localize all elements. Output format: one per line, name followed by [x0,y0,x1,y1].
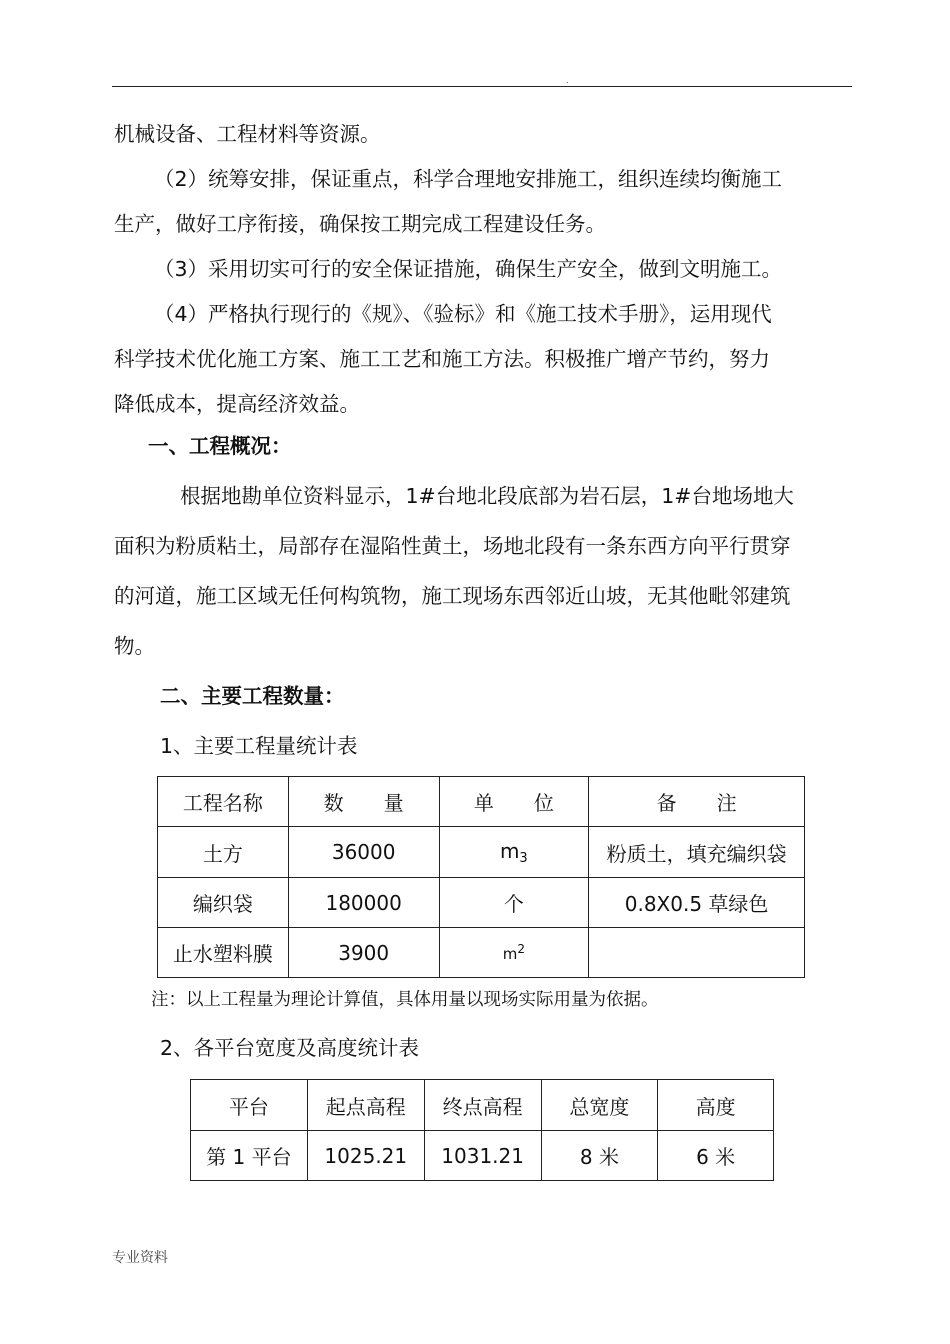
table-cell-unit: $m^2$ [439,928,589,978]
table-cell: 土方 [158,827,289,878]
table-header-cell: 总宽度 [541,1080,658,1131]
table-cell: 6 米 [658,1131,774,1181]
paragraph-line: 科学技术优化施工方案、施工工艺和施工方法。积极推广增产节约，努力 [114,347,770,371]
table-header-cell: 备 注 [589,777,805,827]
table-cell: 180000 [288,878,439,928]
table-cell: 3900 [288,928,439,978]
table-header-cell: 工程名称 [158,777,289,827]
footer-label: 专业资料 [112,1250,168,1266]
paragraph-line: 物。 [114,634,155,658]
table-row [191,1131,774,1181]
table-header-cell: 数 量 [288,777,439,827]
table-cell: 1025.21 [307,1131,424,1181]
table-cell: 0.8X0.5 草绿色 [589,878,805,928]
paragraph-line: 的河道，施工区域无任何构筑物，施工现场东西邻近山坡，无其他毗邻建筑 [114,584,791,608]
section-heading-overview: 一、工程概况： [148,434,292,458]
table-row [158,878,805,928]
table-row [158,928,805,978]
section-heading-quantities: 二、主要工程数量： [160,684,345,708]
quantity-table [157,776,805,978]
paragraph-line: 根据地勘单位资料显示，1#台地北段底部为岩石层，1#台地场地大 [180,484,794,508]
table-cell-unit: $m_3$ [439,827,589,878]
paragraph-line: （4）严格执行现行的《规》、《验标》和《施工技术手册》，运用现代 [154,302,772,326]
paragraph-line: 生产，做好工序衔接，确保按工期完成工程建设任务。 [114,212,606,236]
platform-table [190,1079,774,1181]
table-header-cell: 高度 [658,1080,774,1131]
paragraph-line: （3）采用切实可行的安全保证措施，确保生产安全，做到文明施工。 [154,257,783,281]
paragraph-line: 面积为粉质粘土，局部存在湿陷性黄土，场地北段有一条东西方向平行贯穿 [114,534,791,558]
table-header-cell: 平台 [191,1080,308,1131]
paragraph-line: （2）统筹安排，保证重点，科学合理地安排施工，组织连续均衡施工 [154,167,783,191]
table-note: 注：以上工程量为理论计算值，具体用量以现场实际用量为依据。 [151,990,659,1010]
table-header-cell: 终点高程 [424,1080,541,1131]
table-title: 2、各平台宽度及高度统计表 [160,1036,420,1060]
header-mark: . [566,76,569,85]
table-cell: 36000 [288,827,439,878]
paragraph-line: 机械设备、工程材料等资源。 [114,122,381,146]
table-header-cell: 单 位 [439,777,589,827]
table-cell-unit: 个 [439,878,589,928]
paragraph-line: 降低成本，提高经济效益。 [114,392,360,416]
table-cell: 8 米 [541,1131,658,1181]
table-cell: 编织袋 [158,878,289,928]
table-cell: 粉质土，填充编织袋 [589,827,805,878]
header-rule [112,86,852,87]
table-cell: 1031.21 [424,1131,541,1181]
table-cell [589,928,805,978]
table-cell: 止水塑料膜 [158,928,289,978]
table-row [158,827,805,878]
table-cell: 第 1 平台 [191,1131,308,1181]
table-title: 1、主要工程量统计表 [160,734,358,758]
table-header-cell: 起点高程 [307,1080,424,1131]
